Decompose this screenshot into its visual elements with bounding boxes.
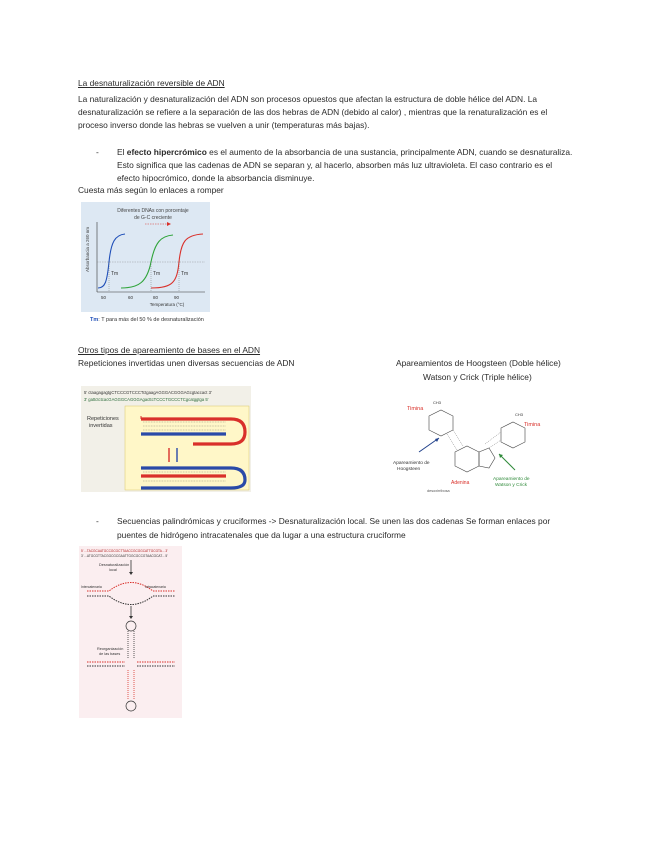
bold-term: efecto hipercrómico bbox=[126, 147, 207, 157]
paragraph-line: La naturalización y desnaturalización del ADN son procesos opuestos que afectan la estructura de doble hélice del ADN. La bbox=[78, 94, 538, 104]
melting-curve-svg bbox=[81, 202, 210, 312]
label-mid-line2: de las bases bbox=[99, 652, 121, 656]
sequence-top: 5' ctaagagagtgCTCCCGTCCCTctgaagAGGGACGGGAGcgtaccact 3' bbox=[84, 390, 212, 395]
bullet-marker: - bbox=[96, 147, 99, 157]
label-wc-line2: Watson y Crick bbox=[495, 483, 528, 488]
label-ch3: CH3 bbox=[433, 400, 442, 405]
label-ch3: CH3 bbox=[515, 412, 524, 417]
chart-caption bbox=[90, 316, 204, 324]
right-figure-label-line1: Apareamientos de Hoogsteen (Doble hélice) bbox=[396, 358, 561, 368]
left-figure-label: Repeticiones invertidas unen diversas secuencias de ADN bbox=[78, 358, 295, 368]
bullet-line: Esto significa que las cadenas de ADN se separan y, al hacerlo, absorben más luz ultravioleta. El caso contrario es el bbox=[117, 160, 553, 170]
label-adenina: Adenina bbox=[451, 480, 470, 486]
hoogsteen-svg bbox=[389, 388, 564, 496]
tm-label: Tm bbox=[181, 271, 189, 277]
label-mid-line1: Reorganización bbox=[97, 647, 124, 651]
melting-curve-figure bbox=[81, 202, 210, 312]
hoogsteen-figure bbox=[389, 388, 564, 496]
label-timina-right: Timina bbox=[524, 422, 541, 428]
figure-background bbox=[389, 388, 564, 496]
bullet-line: puentes de hidrógeno intracatenales que da lugar a una estructura cruciforme bbox=[117, 530, 406, 540]
section-heading-base-pairing: Otros tipos de apareamiento de bases en el ADN bbox=[78, 345, 261, 355]
bullet-line: efecto hipocrómico, donde la absorbancia disminuye. bbox=[117, 173, 315, 183]
paragraph-line: proceso inverso donde las hebras se vuelven a unir (temperaturas más bajas). bbox=[78, 120, 370, 130]
section-heading-denaturation: La desnaturalización reversible de ADN bbox=[78, 78, 225, 88]
right-figure-label-line2: Watson y Crick (Triple hélice) bbox=[423, 372, 532, 382]
caption-rest: : T para más del 50 % de desnaturalización bbox=[98, 317, 204, 323]
chart-title-line1: Diferentes DNAs con porcentaje bbox=[117, 208, 189, 214]
chart-xlabel: Temperatura (°C) bbox=[149, 302, 185, 307]
inverted-repeats-svg bbox=[81, 386, 251, 492]
chart-ylabel: Absorbancia a 260 nm bbox=[85, 226, 90, 272]
label-local-line2: local bbox=[109, 568, 117, 572]
x-tick: 50 bbox=[101, 295, 107, 300]
label-wc-line1: Apareamiento de bbox=[493, 477, 530, 482]
tm-label: Tm bbox=[111, 271, 119, 277]
caption-bold: Tm bbox=[90, 317, 99, 323]
sequence-bottom: 3' ...ATGCGTTACGGCGCGAATTGGCGCCGTAACGCAT... 5' bbox=[81, 554, 168, 558]
box-label-line2: invertidas bbox=[89, 423, 113, 429]
sequence-top: 5' ...TACGCAATGCCGCGCTTAACCGCGGCATTGCGTA... 3' bbox=[81, 549, 168, 553]
label-intra: Intracatenaria bbox=[145, 585, 166, 589]
x-tick: 60 bbox=[128, 295, 134, 300]
label-hoogsteen-line2: Hoogsteen bbox=[397, 467, 421, 472]
bullet-line bbox=[117, 145, 572, 159]
figure-background bbox=[79, 546, 182, 718]
bullet-pre: El bbox=[117, 147, 127, 157]
label-timina-left: Timina bbox=[407, 406, 424, 412]
inverted-repeats-figure bbox=[81, 386, 251, 492]
label-inter: Intercatenaria bbox=[81, 585, 102, 589]
bullet-marker: - bbox=[96, 516, 99, 526]
label-desoxi: desoxirribosa bbox=[427, 489, 450, 493]
x-tick: 90 bbox=[174, 295, 180, 300]
bullet-line: Secuencias palindrómicas y cruciformes -> Desnaturalización local. Se unen las dos cadenas Se forman enlaces por bbox=[117, 516, 551, 526]
bullet-post: es el aumento de la absorbancia de una sustancia, principalmente ADN, cuando se desnaturaliza. bbox=[206, 147, 573, 157]
paragraph-line: desnaturalización se refiere a la separación de las dos hebras de ADN (debido al calor) , mientras que la renaturalización es el bbox=[78, 107, 548, 117]
label-local-line1: Desnaturalización bbox=[99, 563, 130, 567]
cruciform-figure bbox=[79, 546, 182, 718]
tm-label: Tm bbox=[153, 271, 161, 277]
chart-title-line2: de G-C creciente bbox=[134, 215, 172, 221]
sequence-bottom: 3' gattctctcacGAGGGCAGGGAgacttcTCCCTGCCCTCgcatggtga 5' bbox=[84, 397, 209, 402]
cruciform-svg bbox=[79, 546, 182, 718]
label-hoogsteen-line1: Apareamiento de bbox=[393, 461, 430, 466]
note-line: Cuesta más según lo enlaces a romper bbox=[78, 185, 224, 195]
box-label-line1: Repeticiones bbox=[87, 416, 119, 422]
x-tick: 80 bbox=[153, 295, 159, 300]
